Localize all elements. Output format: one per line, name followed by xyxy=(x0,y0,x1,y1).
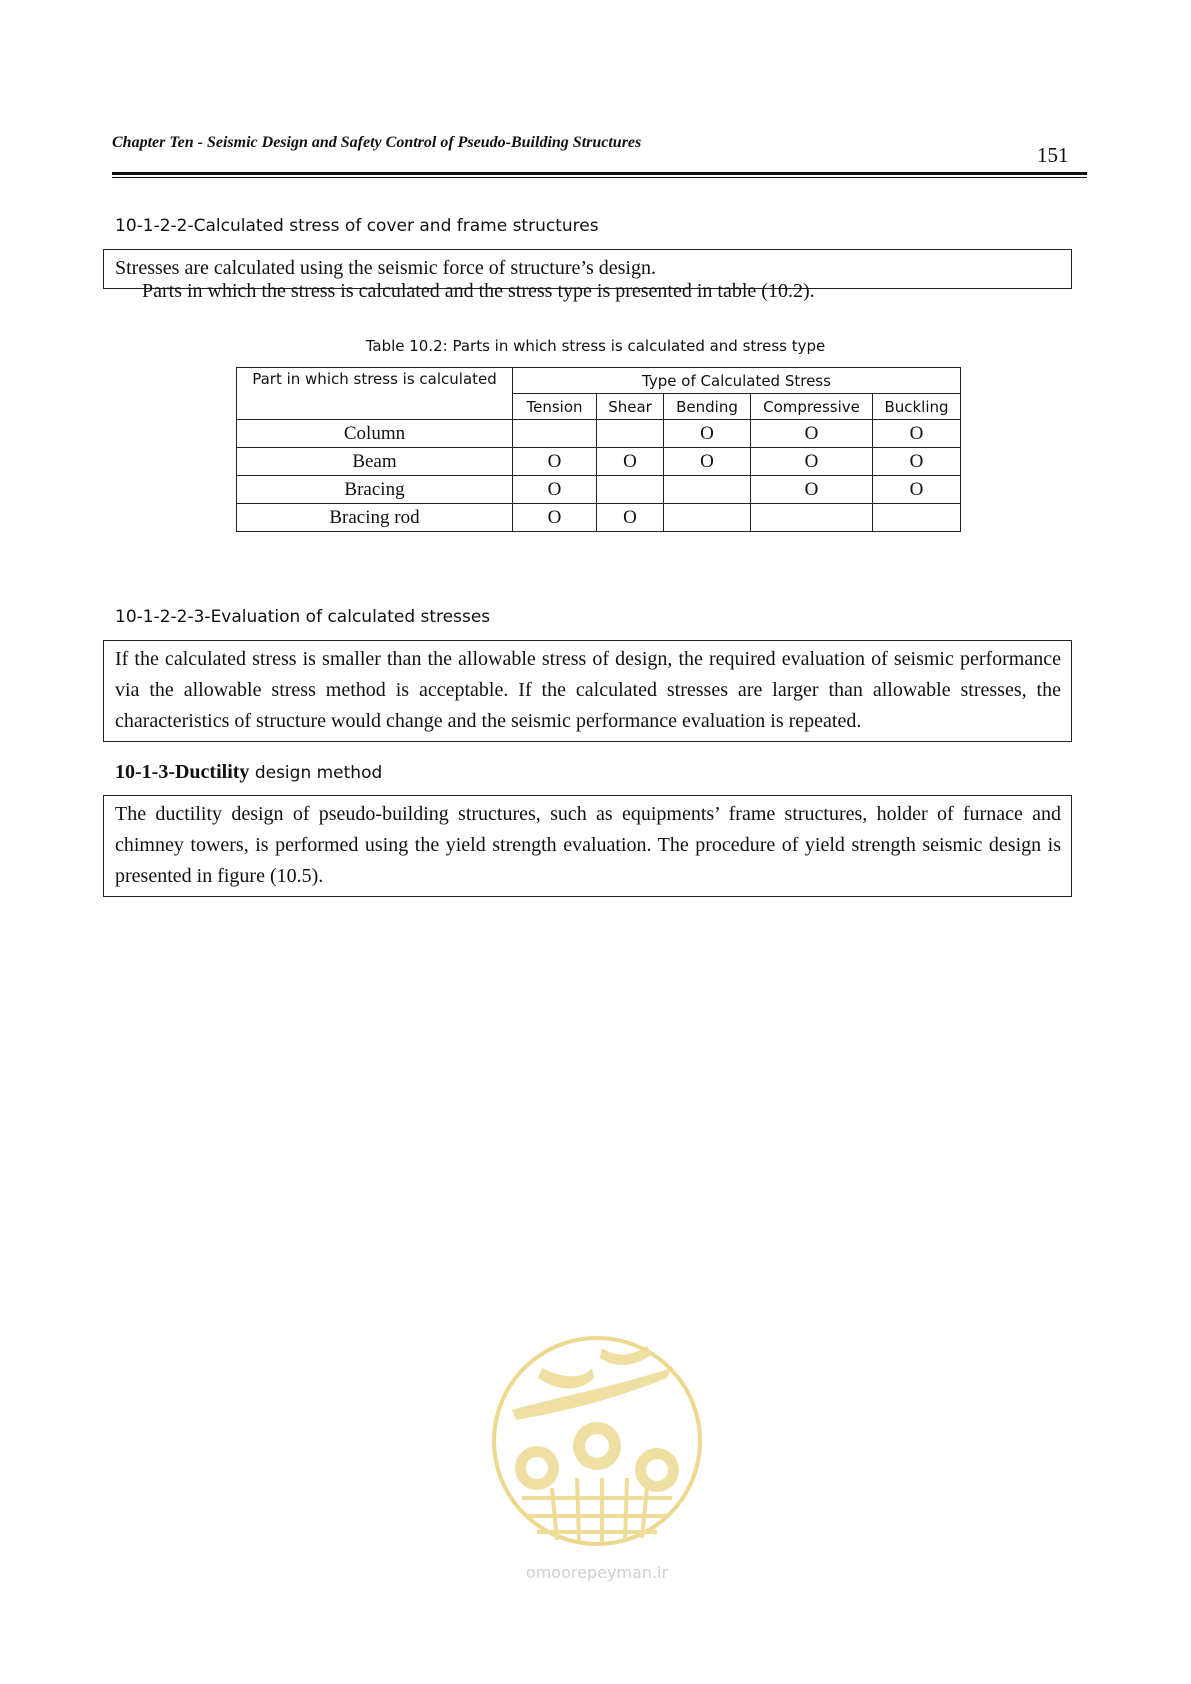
section-heading-calculated-stress: 10-1-2-2-Calculated stress of cover and frame structures xyxy=(115,216,599,236)
row-part: Beam xyxy=(237,448,513,476)
header-stress-type: Type of Calculated Stress xyxy=(513,368,961,394)
table-row xyxy=(237,448,961,476)
row-part: Column xyxy=(237,420,513,448)
mark-cell: O xyxy=(664,448,751,476)
header-part: Part in which stress is calculated xyxy=(237,368,513,420)
boxed-text: If the calculated stress is smaller than the allowable stress of design, the required evaluation of seismic performance via the allowable stress method is acceptable. If the calculated stresses are larger than allowable stresses, the characteristics of structure would change and the seismic performance evaluation is repeated. xyxy=(115,648,1061,732)
header-bending: Bending xyxy=(664,394,751,420)
mark-cell xyxy=(597,476,664,504)
header-rule-thin xyxy=(112,177,1087,178)
table-row xyxy=(237,504,961,532)
mark-cell: O xyxy=(513,476,597,504)
boxed-text: The ductility design of pseudo-building structures, such as equipments’ frame structures, holder of furnace and chimney towers, is performed using the yield strength evaluation. The procedure of yield strength seismic design is presented in figure (10.5). xyxy=(115,803,1061,887)
mark-cell: O xyxy=(513,448,597,476)
stress-type-table xyxy=(236,367,961,532)
mark-cell: O xyxy=(664,420,751,448)
boxed-text-ductility xyxy=(103,795,1072,897)
mark-cell: O xyxy=(873,476,961,504)
heading-bold-part: 10-1-3-Ductility xyxy=(115,761,250,783)
boxed-text-evaluation xyxy=(103,640,1072,742)
mark-cell xyxy=(873,504,961,532)
mark-cell: O xyxy=(597,448,664,476)
mark-cell xyxy=(664,504,751,532)
mark-cell xyxy=(664,476,751,504)
table-row xyxy=(237,420,961,448)
header-buckling: Buckling xyxy=(873,394,961,420)
running-head: Chapter Ten - Seismic Design and Safety Control of Pseudo-Building Structures xyxy=(112,134,642,151)
mark-cell: O xyxy=(751,420,873,448)
page-number: 151 xyxy=(1037,143,1069,167)
table-row xyxy=(237,476,961,504)
watermark-logo xyxy=(482,1328,712,1588)
mark-cell xyxy=(513,420,597,448)
watermark-url: omoorepeyman.ir xyxy=(525,1563,669,1582)
table-intro-paragraph: Parts in which the stress is calculated and the stress type is presented in table (10.2). xyxy=(142,280,815,302)
header-rule-thick xyxy=(112,172,1087,175)
row-part: Bracing rod xyxy=(237,504,513,532)
header-tension: Tension xyxy=(513,394,597,420)
table-caption: Table 10.2: Parts in which stress is calculated and stress type xyxy=(365,337,826,355)
boxed-text: Stresses are calculated using the seismic force of structure’s design. xyxy=(115,257,656,279)
heading-rest-part: design method xyxy=(249,763,383,783)
mark-cell: O xyxy=(873,420,961,448)
header-compressive: Compressive xyxy=(751,394,873,420)
mark-cell xyxy=(597,420,664,448)
mark-cell: O xyxy=(751,448,873,476)
section-heading-evaluation: 10-1-2-2-3-Evaluation of calculated stresses xyxy=(115,607,491,627)
mark-cell: O xyxy=(513,504,597,532)
header-shear: Shear xyxy=(597,394,664,420)
row-part: Bracing xyxy=(237,476,513,504)
mark-cell: O xyxy=(597,504,664,532)
watermark-seal-icon xyxy=(482,1328,712,1588)
section-heading-ductility xyxy=(115,761,382,784)
mark-cell: O xyxy=(751,476,873,504)
mark-cell: O xyxy=(873,448,961,476)
mark-cell xyxy=(751,504,873,532)
